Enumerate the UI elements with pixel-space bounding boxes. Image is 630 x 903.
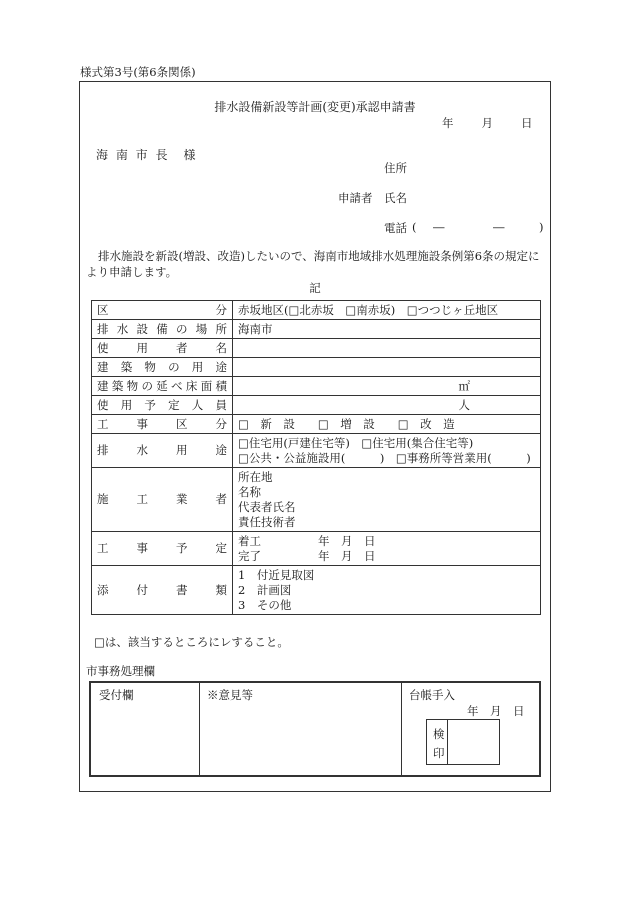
label-attachments: 添 付 書 類 <box>92 566 233 615</box>
table-row <box>92 339 541 358</box>
intro-text: 排水施設を新設(増設、改造)したいので、海南市地域排水処理施設条例第6条の規定により申請します。 <box>86 249 540 279</box>
table-row <box>92 377 541 396</box>
table-row <box>92 396 541 415</box>
label-building-use: 建 築 物 の 用 途 <box>92 358 233 377</box>
reception-label: 受付欄 <box>99 688 134 702</box>
name-label: 氏名 <box>384 191 407 205</box>
opinion-label: ※意見等 <box>207 688 253 702</box>
table-row <box>92 566 541 615</box>
table-row <box>92 415 541 434</box>
address-label: 住所 <box>384 161 407 175</box>
application-table <box>91 300 541 615</box>
location-value: 海南市 <box>233 320 541 339</box>
attachment-item: 1 付近見取図 <box>238 567 315 582</box>
phone-label: 電話 <box>384 221 407 235</box>
drain-use-line: □住宅用(戸建住宅等) □住宅用(集合住宅等) <box>238 435 474 450</box>
inspection-stamp-box <box>426 719 500 765</box>
label-schedule: 工 事 予 定 <box>92 532 233 566</box>
applicant-label: 申請者 <box>338 191 373 205</box>
attachment-item: 3 その他 <box>238 597 292 612</box>
drain-use-line: □公共・公益施設用( ) □事務所等営業用( ) <box>238 450 531 465</box>
office-section-title: 市事務処理欄 <box>86 664 155 678</box>
date-year: 年 <box>442 116 454 130</box>
attachments-list <box>233 566 541 615</box>
contractor-address: 所在地 <box>238 469 273 484</box>
application-date <box>442 115 533 131</box>
table-row <box>92 532 541 566</box>
work-type-options: □ 新 設 □ 増 設 □ 改 造 <box>233 415 541 434</box>
label-work-type: 工 事 区 分 <box>92 415 233 434</box>
label-user-name: 使 用 者 名 <box>92 339 233 358</box>
table-row <box>92 434 541 468</box>
contractor-name: 名称 <box>238 484 261 499</box>
contractor-representative: 代表者氏名 <box>238 499 296 514</box>
label-contractor: 施 工 業 者 <box>92 468 233 532</box>
inspection-label: 検 <box>433 727 445 741</box>
contractor-fields <box>233 468 541 532</box>
planned-users-unit: 人 <box>233 396 541 415</box>
ki-label: 記 <box>309 281 321 295</box>
form-number: 様式第3号(第6条関係) <box>80 65 196 79</box>
label-floor-area: 建 築 物 の 延 べ 床 面 積 <box>92 377 233 396</box>
drain-use-options <box>233 434 541 468</box>
building-use-value <box>233 358 541 377</box>
ledger-label: 台帳手入 <box>409 688 455 702</box>
ledger-date: 年 月 日 <box>467 704 525 718</box>
table-row <box>92 358 541 377</box>
stamp-label: 印 <box>433 746 445 760</box>
date-day: 日 <box>521 116 533 130</box>
user-name-value <box>233 339 541 358</box>
label-location: 排 水 設 備 の 場 所 <box>92 320 233 339</box>
phone-paren-close: ) <box>539 220 544 234</box>
checkbox-note: □は、該当するところにレすること。 <box>94 635 289 649</box>
schedule-fields <box>233 532 541 566</box>
label-planned-users: 使 用 予 定 人 員 <box>92 396 233 415</box>
label-drain-use: 排 水 用 途 <box>92 434 233 468</box>
phone-dash: ― <box>433 220 445 234</box>
phone-paren-open: ( <box>412 220 417 234</box>
table-row <box>92 301 541 320</box>
phone-dash: ― <box>493 220 505 234</box>
label-district: 区 分 <box>92 301 233 320</box>
floor-area-unit: ㎡ <box>233 377 541 396</box>
table-row <box>92 320 541 339</box>
schedule-start: 着工 年 月 日 <box>238 533 376 548</box>
schedule-end: 完了 年 月 日 <box>238 548 376 563</box>
office-processing-box <box>89 681 541 777</box>
addressee: 海 南 市 長 様 <box>96 148 198 162</box>
table-row <box>92 468 541 532</box>
attachment-item: 2 計画図 <box>238 582 292 597</box>
contractor-engineer: 責任技術者 <box>238 514 296 529</box>
district-options: 赤坂地区(□北赤坂 □南赤坂) □つつじヶ丘地区 <box>233 301 541 320</box>
date-month: 月 <box>481 116 493 130</box>
document-title: 排水設備新設等計画(変更)承認申請書 <box>214 100 416 114</box>
stamp-divider <box>447 720 448 764</box>
